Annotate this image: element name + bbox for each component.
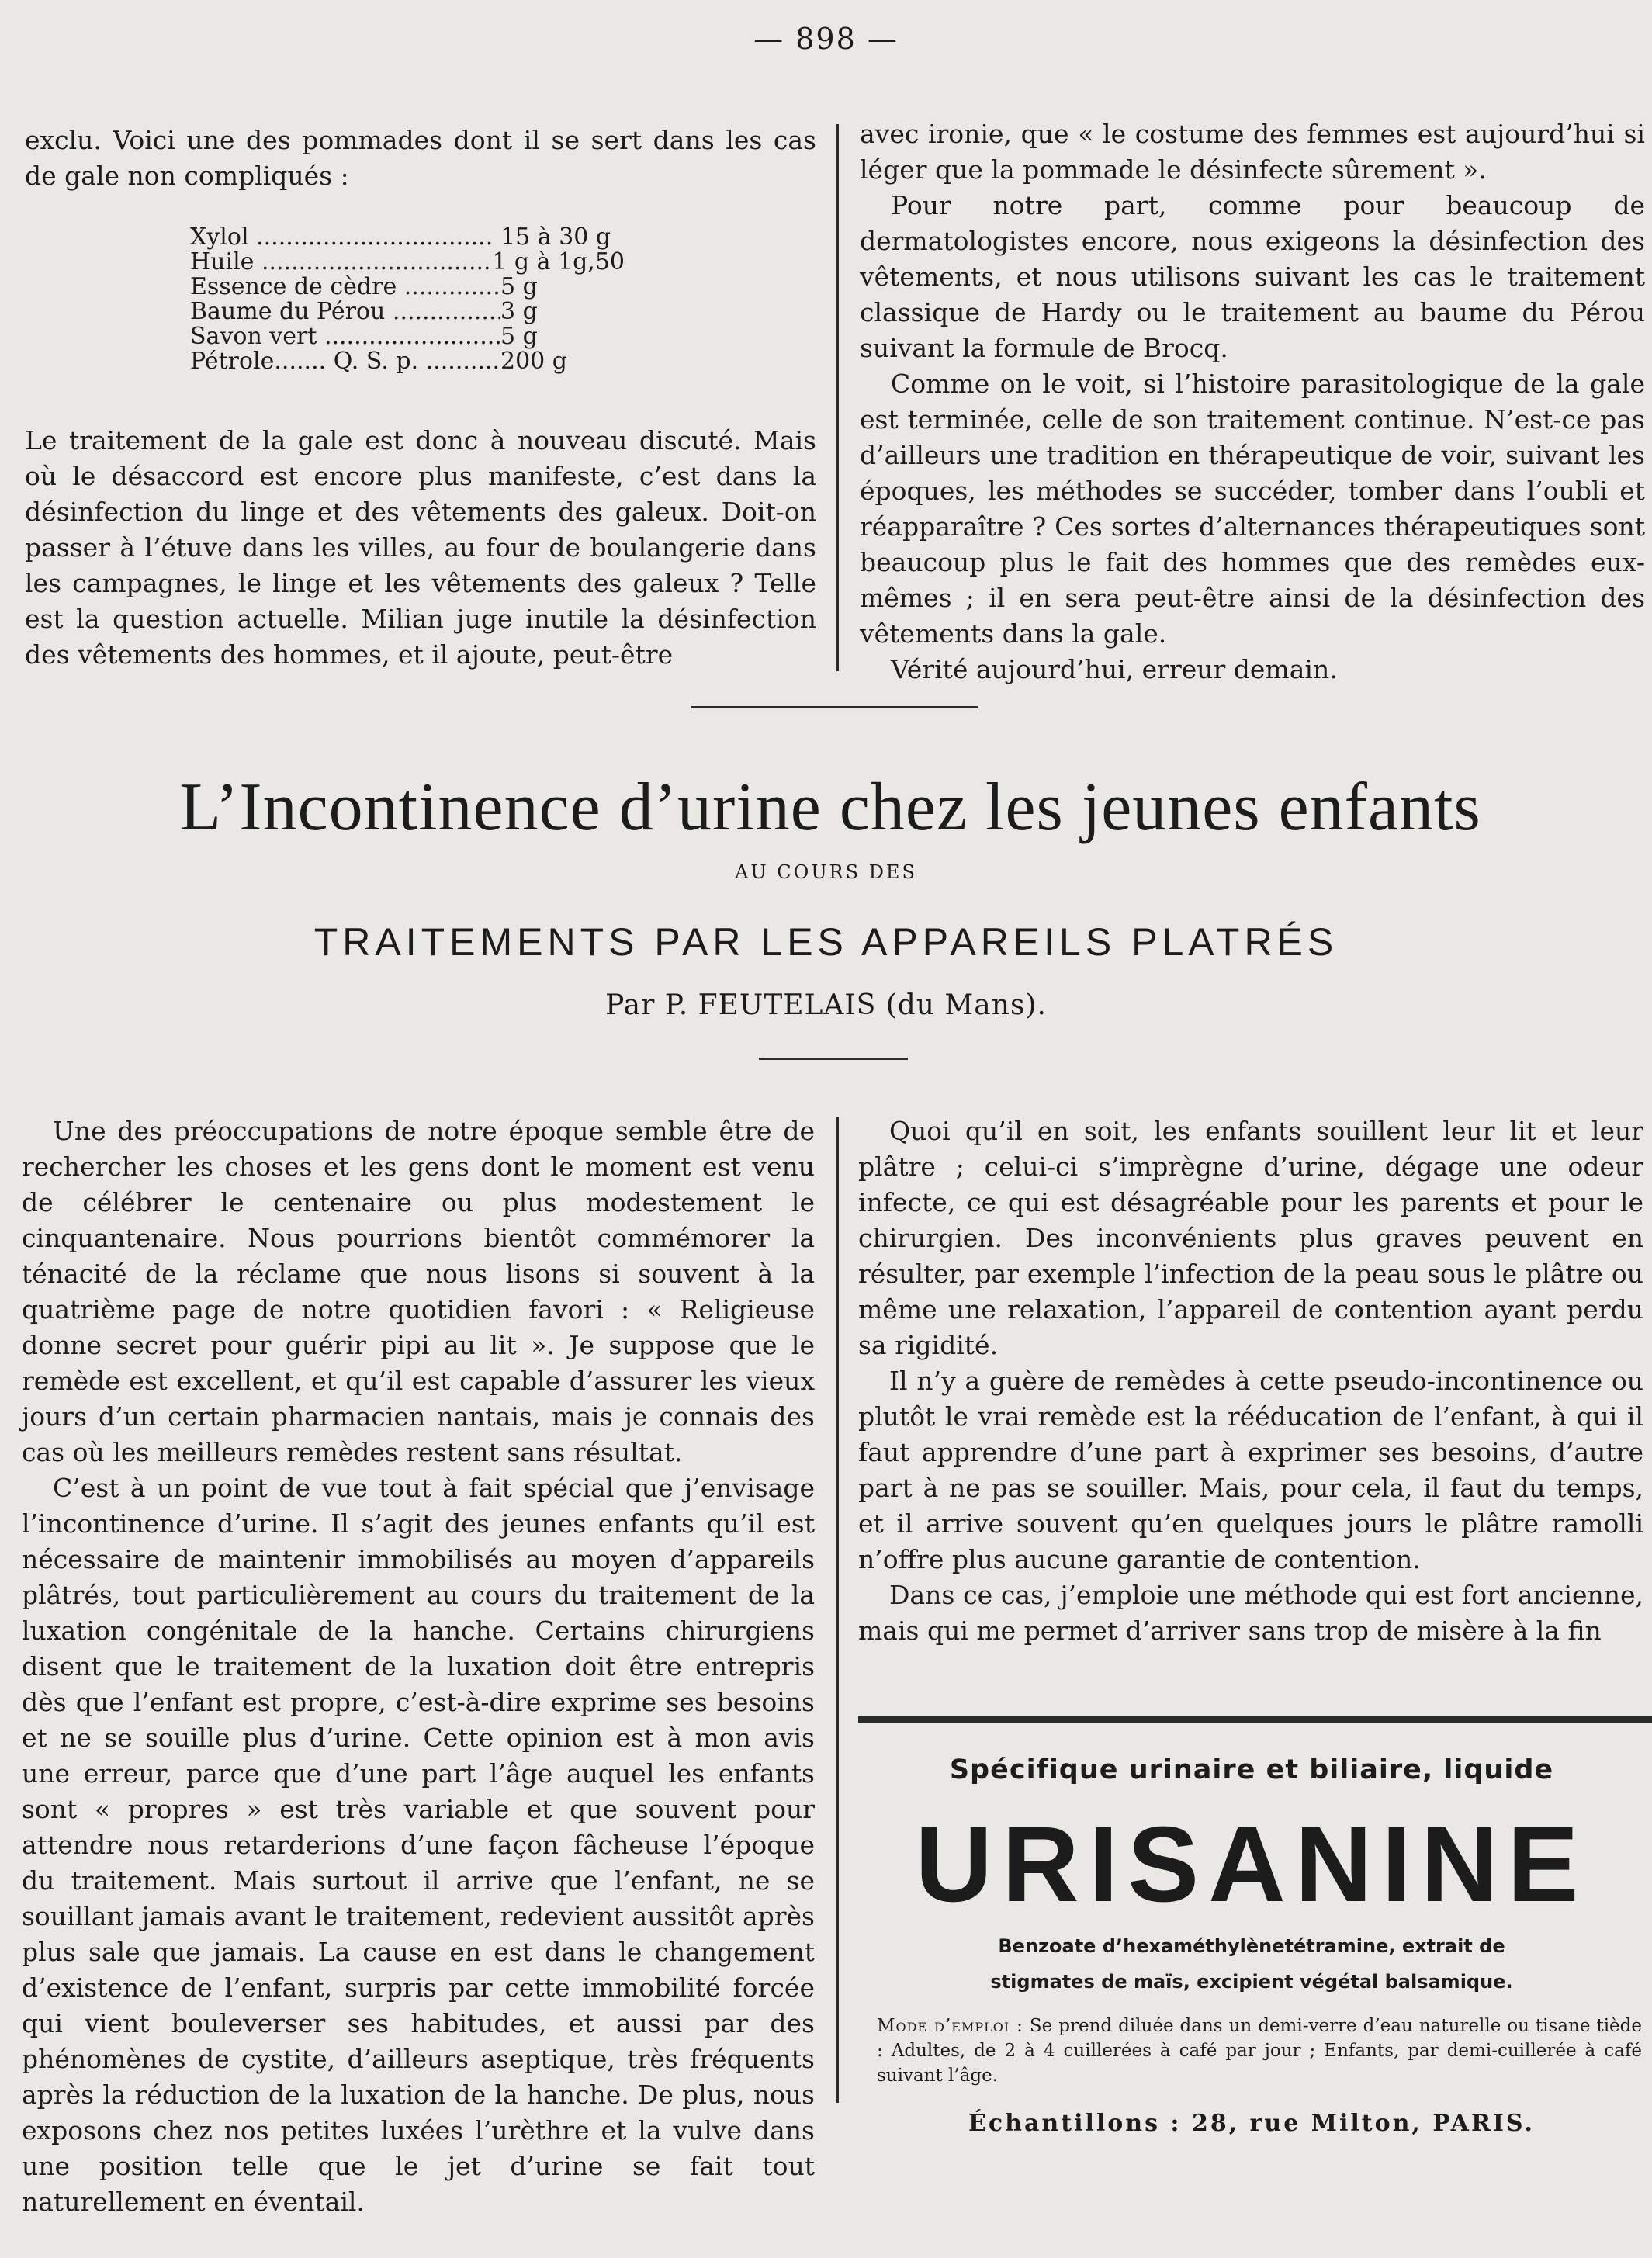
recipe-row	[190, 225, 625, 250]
body-paragraph: Comme on le voit, si l’histoire parasitologique de la gale est terminée, celle de son traitement continue. N’est-ce pas d’ailleurs une tradition en thérapeutique de voir, suivant les époques, les méthodes se succéder, tomber dans l’oubli et réapparaître ? Ces sortes d’alternances thérapeutiques sont beaucoup plus le fait des hommes que des remèdes eux-mêmes ; il en sera peut-être ainsi de la désinfection des vêtements dans la gale.	[860, 369, 1645, 649]
ad-description-line: stigmates de maïs, excipient végétal balsamique.	[990, 1971, 1513, 1993]
ad-usage-text: Se prend diluée dans un demi-verre d’eau naturelle ou tisane tiède : Adultes, de 2 à 4 cuillerées à café par jour ; Enfants, par demi-cuillerée à café suivant l’âge.	[877, 2016, 1642, 2086]
recipe-row	[190, 250, 625, 275]
article-byline: Par P. FEUTELAIS (du Mans).	[605, 989, 1047, 1021]
body-paragraph: Dans ce cas, j’emploie une méthode qui est fort ancienne, mais qui me permet d’arriver sans trop de misère à la fin	[858, 1580, 1643, 1646]
recipe-row	[190, 300, 625, 324]
body-paragraph: Quoi qu’il en soit, les enfants souillent leur lit et leur plâtre ; celui-ci s’imprègne d’urine, dégage une odeur infecte, ce qui est désagréable pour les parents et pour le chirurgien. Des inconvénients plus graves peuvent en résulter, par exemple l’infection de la peau sous le plâtre ou même une relaxation, l’appareil de contention ayant perdu sa rigidité.	[858, 1116, 1643, 1360]
recipe-quantity: 3 g	[500, 298, 538, 325]
column-divider	[836, 1117, 839, 2103]
advertisement-top-rule	[858, 1716, 1652, 1723]
article-title: L’Incontinence d’urine chez les jeunes enfants	[179, 770, 1481, 845]
recipe-row	[190, 349, 625, 374]
ad-tagline: Spécifique urinaire et biliaire, liquide	[949, 1754, 1554, 1785]
top-right-column	[860, 116, 1645, 687]
article-left-column	[22, 1113, 815, 2220]
column-divider	[836, 124, 839, 671]
recipe-row	[190, 324, 625, 349]
ad-usage-instructions	[858, 2014, 1645, 2088]
ad-brand-name: URISANINE	[915, 1805, 1588, 1924]
advertisement	[858, 1726, 1645, 2137]
body-paragraph: Pour notre part, comme pour beaucoup de dermatologistes encore, nous exigeons la désinfection des vêtements, et nous utilisons suivant les cas le traitement classique de Hardy ou le traitement au baume du Pérou suivant la formule de Brocq.	[860, 190, 1645, 363]
body-paragraph: Il n’y a guère de remèdes à cette pseudo-incontinence ou plutôt le vrai remède est la rééducation de l’enfant, à qui il faut apprendre d’une part à exprimer ses besoins, d’autre part à ne pas se souiller. Mais, pour cela, il faut du temps, et il arrive souvent qu’en quelques jours le plâtre ramolli n’offre plus aucune garantie de contention.	[858, 1366, 1643, 1574]
article-right-column	[858, 1113, 1643, 1649]
section-rule	[691, 706, 978, 708]
recipe-ingredient: Baume du Pérou .....	[190, 300, 500, 324]
byline-rule	[759, 1058, 908, 1060]
article-title-connector: AU COURS DES	[735, 861, 917, 883]
recipe-table	[190, 225, 625, 374]
recipe-quantity: 200 g	[500, 348, 568, 375]
body-paragraph: C’est à un point de vue tout à fait spécial que j’envisage l’incontinence d’urine. Il s’agit des jeunes enfants qu’il est nécessaire de maintenir immobilisés au moyen d’appareils plâtrés, tout particulièrement au cours du traitement de la luxation congénitale de la hanche. Certains chirurgiens disent que le traitement de la luxation doit être entrepris dès que l’enfant est propre, c’est-à-dire exprime ses besoins et ne se souille plus d’urine. Cette opinion est à mon avis une erreur, parce que d’une part l’âge auquel les enfants sont « propres » est très variable et que souvent pour attendre nous retarderions d’une façon fâcheuse l’époque du traitement. Mais surtout il arrive que l’enfant, ne se souillant jamais avant le traitement, redevient aussitôt après plus sale que jamais. La cause en est dans le changement d’existence de l’enfant, surpris par cette immobilité forcée qui vient bouleverser ses habitudes, et aussi par des phénomènes de cystite, d’ailleurs aseptique, très fréquents après la réduction de la luxation de la hanche. De plus, nous exposons chez nos petites luxées l’urèthre et la vulve dans une position telle que le jet d’urine se fait tout naturellement en éventail.	[22, 1473, 815, 2217]
ad-description-line: Benzoate d’hexaméthylènetétramine, extrait de	[998, 1935, 1505, 1957]
recipe-quantity: 5 g	[500, 323, 538, 350]
recipe-ingredient: Pétrole....... Q. S. p. .....	[190, 349, 500, 374]
recipe-row	[190, 275, 625, 300]
recipe-quantity: 15 à 30 g	[500, 223, 611, 251]
top-left-intro	[25, 123, 816, 194]
ad-address: Échantillons : 28, rue Milton, PARIS.	[968, 2110, 1535, 2137]
top-left-body	[25, 423, 816, 673]
intro-paragraph: exclu. Voici une des pommades dont il se sert dans les cas de gale non compliqués :	[25, 125, 816, 191]
body-paragraph: Une des préoccupations de notre époque semble être de rechercher les choses et les gens dont le moment est venu de célébrer le centenaire ou plus modestement le cinquantenaire. Nous pourrions bientôt commémorer la ténacité de la réclame que nous lisons si souvent à la quatrième page de notre quotidien favori : « Religieuse donne secret pour guérir pipi au lit ». Je suppose que le remède est excellent, et qu’il est capable d’assurer les vieux jours d’un certain pharmacien nantais, mais je connais des cas où les meilleurs remèdes restent sans résultat.	[22, 1116, 815, 1467]
ad-usage-label: Mode d’emploi :	[877, 2016, 1023, 2036]
page-number: — 898 —	[753, 22, 899, 56]
recipe-ingredient: Huile .....	[190, 250, 492, 275]
recipe-ingredient: Xylol .....	[190, 225, 500, 250]
recipe-ingredient: Savon vert .....	[190, 324, 500, 349]
recipe-quantity: 5 g	[500, 273, 538, 300]
article-subtitle: TRAITEMENTS PAR LES APPAREILS PLATRÉS	[313, 920, 1339, 964]
recipe-quantity: 1 g à 1g,50	[492, 248, 625, 275]
body-paragraph: Le traitement de la gale est donc à nouveau discuté. Mais où le désaccord est encore plus manifeste, c’est dans la désinfection du linge et des vêtements des galeux. Doit-on passer à l’étuve dans les villes, au four de boulangerie dans les campagnes, le linge et les vêtements des galeux ? Telle est la question actuelle. Milian juge inutile la désinfection des vêtements des hommes, et il ajoute, peut-être	[25, 425, 816, 670]
recipe-ingredient: Essence de cèdre .....	[190, 275, 500, 300]
body-paragraph: avec ironie, que « le costume des femmes est aujourd’hui si léger que la pommade le désinfecte sûrement ».	[860, 119, 1645, 185]
body-paragraph: Vérité aujourd’hui, erreur demain.	[891, 654, 1338, 684]
